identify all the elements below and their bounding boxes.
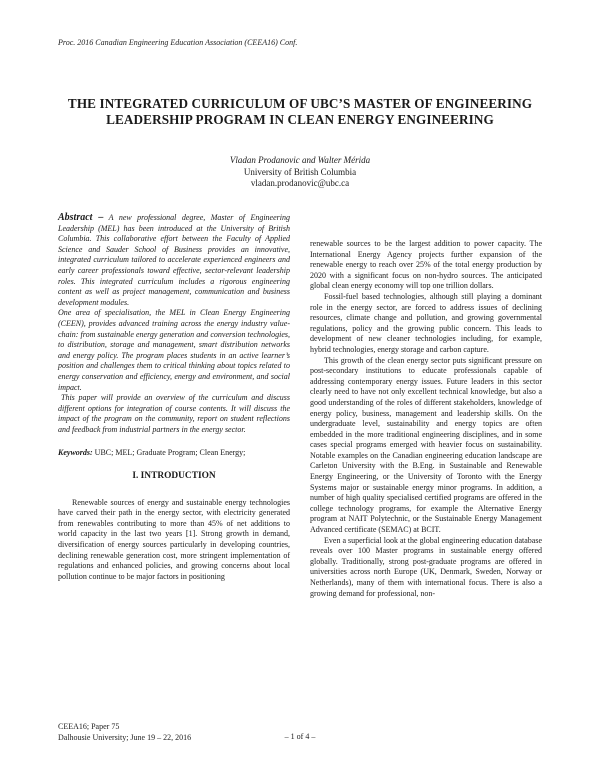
abstract-paragraph-2: One area of specialisation, the MEL in Clean Energy Engineering (CEEN), provides advanced training across the energy industry value-chain: from sustainable energy generation and conversion technologies, to distribution, storage and management, smart distribution networks and energy policy. The program places students in an active learner’s position and challenges them to critical thinking about topics related to energy conservation and efficiency, energy and environment, and social impact. <box>58 308 290 392</box>
page-number: – 1 of 4 – <box>284 732 316 741</box>
abstract-paragraph-3: This paper will provide an overview of the curriculum and discuss different options for integration of course contents. It will discuss the impact of the program on the community, report on student reflections and feedback from industrial partners in the energy sector. <box>58 393 290 434</box>
abstract-label: Abstract – <box>58 212 104 223</box>
author-names: Vladan Prodanovic and Walter Mérida <box>229 155 371 165</box>
right-paragraph-4: Even a superficial look at the global engineering education database reveals over 100 Master programs in sustainable energy offered globally. Traditionally, strong post-graduate programs are offered in universities across north Europe (UK, Denmark, Sweden, Norway or Netherlands), many of them with international focus. There is also a growing demand for professional, non- <box>310 535 542 598</box>
section-heading-introduction: I. INTRODUCTION <box>132 471 216 482</box>
footer-venue: Dalhousie University; June 19 – 22, 2016 <box>58 732 192 742</box>
keywords-label: Keywords: <box>58 448 93 458</box>
abstract-text-1: A new professional degree, Master of Engineering Leadership (MEL) has been introduced at the University of British Columbia. This collaborative effort between the Faculty of Applied Science and Sauder School of Business provides an innovative, integrated curriculum tailored to accelerate experienced engineers and early career professionals toward effective, sector-relevant leadership roles. This integrated curriculum includes a rigorous engineering content as well as project management, communication and business development modules. <box>58 213 290 307</box>
keywords-text: UBC; MEL; Graduate Program; Clean Energy; <box>94 448 246 458</box>
keywords <box>58 448 290 459</box>
footer-paper-id: CEEA16; Paper 75 <box>58 722 120 731</box>
author-block <box>40 155 560 190</box>
title-line-1: THE INTEGRATED CURRICULUM OF UBC’S MASTER OF ENGINEERING <box>67 96 533 111</box>
author-email: vladan.prodanovic@ubc.ca <box>250 178 350 188</box>
introduction-paragraph-1: Renewable sources of energy and sustainable energy technologies have carved their path in the energy sector, with electricity generated from renewables contributing to more than 45% of net additions to world capacity in the last two years [1]. Strong growth in demand, diversification of energy sources particularly in developing countries, declining renewable generation cost, more stringent implementation of regulations and enhanced policies, and growing concerns about local pollution continue to be major factors in positioning <box>58 497 290 581</box>
right-paragraph-1: renewable sources to be the largest addition to power capacity. The International Energy Agency projects further expansion of the renewable energy to reach over 25% of the total energy production by 2020 with a significant focus on non-hydro sources. The anticipated global clean energy economy will top one trillion dollars. <box>310 239 542 291</box>
author-affiliation: University of British Columbia <box>243 166 357 177</box>
paper-title <box>40 96 560 128</box>
abstract <box>58 213 290 435</box>
abstract-paragraph-1 <box>58 213 290 308</box>
running-header: Proc. 2016 Canadian Engineering Education Association (CEEA16) Conf. <box>58 38 298 47</box>
title-line-2: LEADERSHIP PROGRAM IN CLEAN ENERGY ENGINEERING <box>106 112 494 127</box>
right-paragraph-2: Fossil-fuel based technologies, although still playing a dominant role in the energy sector, are forced to address issues of declining resources, climate change and pollution, and growing governmental regulations, policy and the growing public concern. This leads to development of new cleaner technologies including, for example, hybrid technologies, energy storage and carbon capture. <box>310 291 542 354</box>
right-column <box>310 239 542 599</box>
left-column <box>58 213 290 582</box>
introduction-body <box>58 498 290 583</box>
right-paragraph-3: This growth of the clean energy sector puts significant pressure on post-secondary institutions to educate professionals capable of addressing contemporary energy issues. Future leaders in this sector clearly need to have not only excellent technical knowledge, but also a good understanding of the roles of different stakeholders, knowledge of energy policy, business, management and leadership skills. On the undergraduate level, sustainability and energy topics are often embedded in the more traditional engineering disciplines, and in some cases special programs emerged with heavier focus on sustainability. Notable examples on the Canadian engineering education landscape are Carleton University with the B.Eng. in Sustainable and Renewable Energy Engineering, or the University of Toronto with the Energy Systems major or sustainable energy minor programs. In addition, a number of high quality specialised certified programs are offered in the college technology programs, for example the Alternative Energy program at NAIT Polytechnic, or the Sustainable Energy Management Advanced certificate (SEMAC) at BCIT. <box>310 355 542 535</box>
page-footer <box>58 722 191 743</box>
